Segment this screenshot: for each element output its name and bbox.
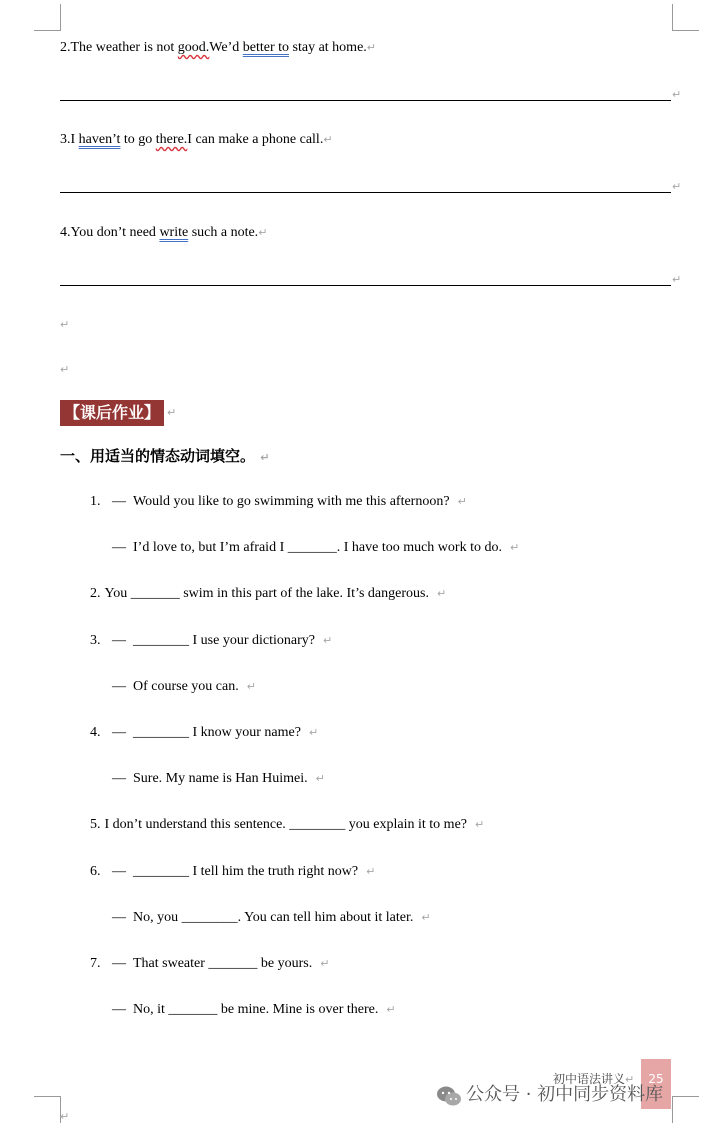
sentence-segment: stay at home. (289, 40, 367, 55)
paragraph-mark: ↵ (320, 957, 330, 970)
dialogue-dash: — (112, 1002, 126, 1017)
paragraph-mark: ↵ (167, 406, 177, 419)
item-text: No, you ________. You can tell him about it later. (133, 910, 414, 925)
crop-mark-top-right (672, 4, 699, 31)
paragraph-mark: ↵ (386, 1003, 396, 1016)
crop-mark-bottom-right (672, 1096, 699, 1123)
exercise-sentence-2 (60, 39, 376, 57)
footer-label-text: 初中语法讲义 (553, 1072, 626, 1086)
paragraph-mark: ↵ (672, 88, 682, 101)
crop-mark-top-left (34, 4, 61, 31)
exercise-number: 4. (60, 225, 71, 240)
page-number: 25 (641, 1059, 671, 1109)
paragraph-mark: ↵ (436, 587, 447, 600)
item-text: ________ I tell him the truth right now? (133, 864, 359, 879)
exercise-item (90, 863, 375, 881)
exercise-item (90, 678, 256, 696)
item-number: 3. (90, 633, 101, 648)
wechat-icon (436, 1085, 462, 1107)
paragraph-mark: ↵ (509, 541, 520, 554)
dialogue-dash: — (112, 633, 126, 648)
item-text: Would you like to go swimming with me this afternoon? (133, 494, 450, 509)
exercise-item (90, 909, 431, 927)
crop-mark-bottom-left (34, 1096, 61, 1123)
sentence-segment: good. (177, 40, 210, 55)
paragraph-mark: ↵ (366, 865, 376, 878)
empty-paragraph-mark: ↵ (60, 363, 70, 376)
paragraph-mark: ↵ (457, 495, 467, 508)
paragraph-mark: ↵ (475, 818, 485, 831)
exercise-item (90, 724, 318, 742)
paragraph-mark: ↵ (625, 1073, 635, 1086)
dialogue-dash: — (112, 771, 126, 786)
exercise-item (90, 493, 467, 511)
paragraph-mark: ↵ (260, 451, 270, 464)
paragraph-mark: ↵ (366, 41, 377, 54)
sentence-segment: I can make a phone call. (187, 132, 324, 147)
item-text: ________ I know your name? (133, 725, 301, 740)
paragraph-mark: ↵ (323, 133, 333, 146)
item-text: Of course you can. (133, 679, 239, 694)
sentence-segment: to go (120, 132, 156, 147)
sentence-segment: I (70, 132, 79, 147)
paragraph-mark: ↵ (315, 772, 325, 785)
exercise-item (90, 770, 325, 788)
sentence-segment: We’d (209, 40, 243, 55)
exercise-sentence-3 (60, 131, 333, 149)
dialogue-dash: — (112, 864, 126, 879)
exercise-number: 3. (60, 132, 71, 147)
paragraph-mark: ↵ (421, 911, 431, 924)
dialogue-dash: — (112, 910, 126, 925)
item-number: 5. (90, 817, 101, 832)
item-text: Sure. My name is Han Huimei. (133, 771, 308, 786)
paragraph-mark: ↵ (672, 273, 682, 286)
item-text: ________ I use your dictionary? (133, 633, 315, 648)
section-title (60, 445, 269, 466)
sentence-segment: haven’t (78, 132, 121, 147)
item-number: 4. (90, 725, 101, 740)
exercise-sentence-4 (60, 224, 267, 242)
exercise-item (90, 955, 329, 973)
item-number: 1. (90, 494, 101, 509)
exercise-item (90, 1001, 396, 1019)
watermark-text: 公众号 · 初中同步资料库 (466, 1084, 664, 1105)
watermark (436, 1080, 663, 1107)
sentence-segment: such a note. (188, 225, 259, 240)
section-title-text: 一、用适当的情态动词填空。 (60, 447, 256, 465)
exercise-item (90, 632, 332, 650)
item-number: 7. (90, 956, 101, 971)
sentence-segment: write (159, 225, 189, 240)
dialogue-dash: — (112, 540, 126, 555)
exercise-item (90, 585, 446, 603)
sentence-segment: You don’t need (70, 225, 160, 240)
item-text: That sweater _______ be yours. (133, 956, 313, 971)
paragraph-mark: ↵ (308, 726, 319, 739)
dialogue-dash: — (112, 679, 126, 694)
item-number: 6. (90, 864, 101, 879)
sentence-segment: there. (155, 132, 188, 147)
exercise-item (90, 816, 484, 834)
homework-heading: 【课后作业】 (60, 400, 164, 426)
answer-line (60, 192, 671, 193)
paragraph-mark: ↵ (60, 1110, 70, 1123)
item-text: I’d love to, but I’m afraid I _______. I have too much work to do. (133, 540, 502, 555)
answer-line (60, 100, 671, 101)
sentence-segment: The weather is not (70, 40, 178, 55)
answer-line (60, 285, 671, 286)
item-text: I don’t understand this sentence. ________ you explain it to me? (104, 817, 468, 832)
sentence-segment: better to (242, 40, 290, 55)
dialogue-dash: — (112, 956, 126, 971)
paragraph-mark: ↵ (258, 226, 268, 239)
dialogue-dash: — (112, 494, 126, 509)
paragraph-mark: ↵ (246, 680, 256, 693)
item-text: No, it _______ be mine. Mine is over there. (133, 1002, 379, 1017)
exercise-item (90, 539, 519, 557)
paragraph-mark: ↵ (672, 180, 682, 193)
exercise-number: 2. (60, 40, 71, 55)
dialogue-dash: — (112, 725, 126, 740)
paragraph-mark: ↵ (322, 634, 333, 647)
empty-paragraph-mark: ↵ (60, 318, 70, 331)
item-number: 2. (90, 586, 101, 601)
item-text: You _______ swim in this part of the lake. It’s dangerous. (104, 586, 429, 601)
